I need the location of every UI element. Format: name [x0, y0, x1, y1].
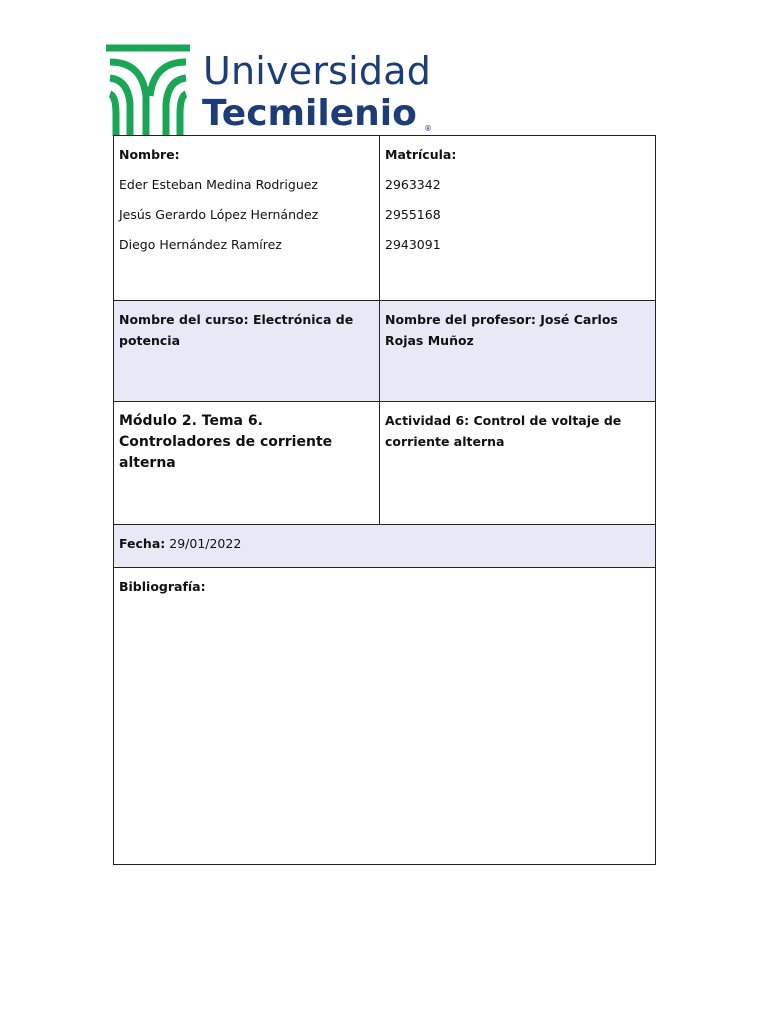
topic-row: [114, 402, 656, 525]
course-cell: [114, 301, 380, 402]
professor-cell: [380, 301, 656, 402]
activity-cell: [380, 402, 656, 525]
student-name: Jesús Gerardo López Hernández: [119, 207, 319, 222]
course-row: [114, 301, 656, 402]
date-label: Fecha:: [119, 536, 166, 551]
date-row: [114, 525, 656, 568]
bibliography-row: [114, 568, 656, 865]
professor-label: Nombre del profesor:: [385, 312, 536, 327]
students-cell: [114, 136, 380, 301]
students-row: [114, 136, 656, 301]
matricula-value: 2943091: [385, 237, 441, 252]
bibliography-label: Bibliografía:: [119, 579, 206, 594]
student-name: Eder Esteban Medina Rodriguez: [119, 177, 318, 192]
student-name: Diego Hernández Ramírez: [119, 237, 282, 252]
matricula-value: 2955168: [385, 207, 441, 222]
cover-form-table: [113, 135, 656, 865]
date-cell: [114, 525, 656, 568]
course-label: Nombre del curso:: [119, 312, 249, 327]
logo-university-text: Universidad: [203, 49, 432, 93]
date-value: 29/01/2022: [169, 536, 242, 551]
name-label: Nombre:: [119, 147, 180, 162]
professor-value: José Carlos Rojas Muñoz: [385, 312, 618, 348]
logo-registered-mark: ®: [424, 124, 432, 133]
matricula-cell: [380, 136, 656, 301]
course-value: Electrónica de potencia: [119, 312, 354, 348]
matricula-label: Matrícula:: [385, 147, 457, 162]
module-cell: [114, 402, 380, 525]
activity-title: Actividad 6: Control de voltaje de corriente alterna: [385, 413, 622, 449]
matricula-value: 2963342: [385, 177, 441, 192]
tecmilenio-logo-mark-icon: [106, 44, 196, 136]
university-logo: [106, 44, 436, 136]
logo-tecmilenio-text: Tecmilenio: [202, 96, 417, 134]
bibliography-cell: [114, 568, 656, 865]
module-title: Módulo 2. Tema 6. Controladores de corriente alterna: [119, 413, 333, 471]
